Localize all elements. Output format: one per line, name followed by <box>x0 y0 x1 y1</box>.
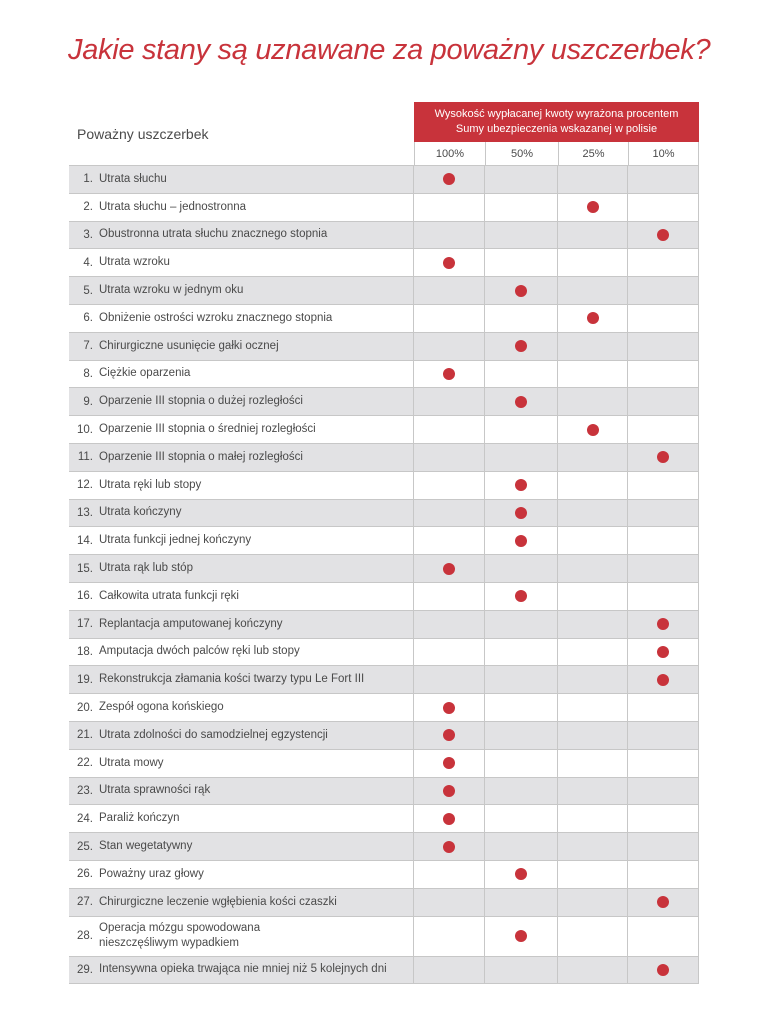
condition-label: Rekonstrukcja złamania kości twarzy typu Le Fort III <box>99 673 365 686</box>
condition-cell <box>69 361 414 388</box>
percent-cell <box>485 861 558 888</box>
table-row <box>69 833 699 861</box>
row-number: 1. <box>83 173 93 186</box>
percent-cell <box>558 639 628 666</box>
percent-cell <box>485 833 558 860</box>
percent-cell <box>628 277 699 304</box>
condition-label: Ciężkie oparzenia <box>99 367 191 380</box>
percent-cell <box>414 833 485 860</box>
marker-dot-icon <box>515 868 527 880</box>
condition-label: Operacja mózgu spowodowana nieszczęśliwym wypadkiem <box>99 922 261 950</box>
table-row <box>69 666 699 694</box>
percent-columns <box>414 142 699 166</box>
condition-label: Chirurgiczne leczenie wgłębienia kości czaszki <box>99 895 337 908</box>
percent-cell <box>628 917 699 956</box>
percent-cell <box>485 694 558 721</box>
condition-cell <box>69 639 414 666</box>
percent-cell <box>414 361 485 388</box>
marker-dot-icon <box>657 618 669 630</box>
table-row <box>69 750 699 778</box>
percent-cell <box>628 778 699 805</box>
table-row <box>69 416 699 444</box>
row-header-label: Poważny uszczerbek <box>77 126 209 142</box>
marker-dot-icon <box>515 479 527 491</box>
percent-cell <box>558 305 628 332</box>
marker-dot-icon <box>443 729 455 741</box>
table-row <box>69 305 699 333</box>
row-number: 26. <box>77 868 93 881</box>
marker-dot-icon <box>443 563 455 575</box>
percent-cell <box>628 957 699 984</box>
row-number: 29. <box>77 963 93 976</box>
percent-cell <box>414 861 485 888</box>
percent-cell <box>558 694 628 721</box>
condition-label: Poważny uraz głowy <box>99 867 204 880</box>
percent-cell <box>558 500 628 527</box>
percent-cell <box>558 805 628 832</box>
percent-cell <box>485 194 558 221</box>
percent-cell <box>558 861 628 888</box>
percent-cell <box>558 249 628 276</box>
percent-cell <box>628 333 699 360</box>
percent-cell <box>485 249 558 276</box>
table-row <box>69 361 699 389</box>
condition-cell <box>69 166 414 193</box>
percent-cell <box>485 889 558 916</box>
row-number: 4. <box>83 256 93 269</box>
condition-cell <box>69 416 414 443</box>
percent-cell <box>485 957 558 984</box>
row-number: 19. <box>77 673 93 686</box>
percent-cell <box>485 305 558 332</box>
table-row <box>69 333 699 361</box>
row-number: 22. <box>77 757 93 770</box>
percent-cell <box>485 333 558 360</box>
percent-cell <box>414 194 485 221</box>
marker-dot-icon <box>587 312 599 324</box>
condition-label: Utrata mowy <box>99 756 164 769</box>
percent-cell <box>628 750 699 777</box>
percent-cell <box>414 555 485 582</box>
marker-dot-icon <box>443 368 455 380</box>
percent-cell <box>485 222 558 249</box>
percent-cell <box>558 444 628 471</box>
row-number: 27. <box>77 896 93 909</box>
percent-cell <box>414 472 485 499</box>
table-row <box>69 583 699 611</box>
condition-cell <box>69 666 414 693</box>
percent-cell <box>558 388 628 415</box>
table-row <box>69 611 699 639</box>
percent-cell <box>558 583 628 610</box>
row-number: 24. <box>77 812 93 825</box>
condition-label: Paraliż kończyn <box>99 812 180 825</box>
table-row <box>69 222 699 250</box>
percent-cell <box>628 694 699 721</box>
table-row <box>69 957 699 985</box>
percent-cell <box>485 750 558 777</box>
percent-cell <box>485 166 558 193</box>
condition-label: Replantacja amputowanej kończyny <box>99 617 283 630</box>
percent-cell <box>485 583 558 610</box>
condition-cell <box>69 583 414 610</box>
percent-cell <box>558 917 628 956</box>
condition-cell <box>69 249 414 276</box>
percent-cell <box>485 388 558 415</box>
row-number: 10. <box>77 423 93 436</box>
percent-cell <box>414 500 485 527</box>
condition-label: Oparzenie III stopnia o dużej rozległości <box>99 395 303 408</box>
condition-label: Utrata ręki lub stopy <box>99 478 202 491</box>
condition-label: Utrata kończyny <box>99 506 182 519</box>
marker-dot-icon <box>443 757 455 769</box>
condition-cell <box>69 722 414 749</box>
marker-dot-icon <box>443 173 455 185</box>
condition-cell <box>69 778 414 805</box>
condition-label: Chirurgiczne usunięcie gałki ocznej <box>99 339 279 352</box>
percent-cell <box>414 889 485 916</box>
table-row <box>69 472 699 500</box>
percent-cell <box>558 527 628 554</box>
condition-cell <box>69 222 414 249</box>
percent-cell <box>628 861 699 888</box>
condition-label: Obustronna utrata słuchu znacznego stopnia <box>99 228 328 241</box>
condition-cell <box>69 861 414 888</box>
percent-cell <box>485 444 558 471</box>
table-row <box>69 444 699 472</box>
marker-dot-icon <box>587 201 599 213</box>
row-number: 7. <box>83 340 93 353</box>
table-row <box>69 694 699 722</box>
percent-cell <box>485 917 558 956</box>
condition-cell <box>69 333 414 360</box>
injury-table <box>69 102 699 984</box>
percent-cell <box>485 722 558 749</box>
percent-cell <box>558 333 628 360</box>
marker-dot-icon <box>657 674 669 686</box>
percent-cell <box>485 416 558 443</box>
percent-cell <box>414 917 485 956</box>
condition-cell <box>69 305 414 332</box>
condition-label: Obniżenie ostrości wzroku znacznego stopnia <box>99 311 333 324</box>
percent-cell <box>558 416 628 443</box>
condition-label: Utrata sprawności rąk <box>99 784 211 797</box>
table-row <box>69 500 699 528</box>
percent-cell <box>628 722 699 749</box>
condition-label: Utrata słuchu <box>99 172 167 185</box>
condition-cell <box>69 500 414 527</box>
percent-cell <box>414 750 485 777</box>
percent-cell <box>628 611 699 638</box>
percent-cell <box>628 444 699 471</box>
condition-cell <box>69 805 414 832</box>
percent-cell <box>414 305 485 332</box>
row-number: 14. <box>77 534 93 547</box>
marker-dot-icon <box>515 507 527 519</box>
percent-cell <box>485 805 558 832</box>
condition-label: Utrata funkcji jednej kończyny <box>99 534 252 547</box>
percent-cell <box>628 555 699 582</box>
row-number: 23. <box>77 784 93 797</box>
percent-cell <box>558 472 628 499</box>
percent-cell <box>558 194 628 221</box>
percent-cell <box>628 500 699 527</box>
percent-cell <box>628 361 699 388</box>
percent-cell <box>414 805 485 832</box>
column-25: 25% <box>558 142 628 166</box>
table-body <box>69 166 699 984</box>
percent-cell <box>414 388 485 415</box>
condition-cell <box>69 555 414 582</box>
condition-label: Utrata wzroku <box>99 256 170 269</box>
marker-dot-icon <box>657 229 669 241</box>
table-row <box>69 805 699 833</box>
condition-cell <box>69 444 414 471</box>
banner-line-2: Sumy ubezpieczenia wskazanej w polisie <box>455 123 658 135</box>
percent-cell <box>414 778 485 805</box>
payout-banner <box>414 102 699 142</box>
percent-cell <box>485 639 558 666</box>
percent-cell <box>558 957 628 984</box>
table-row <box>69 194 699 222</box>
row-number: 28. <box>77 930 93 943</box>
percent-cell <box>485 778 558 805</box>
condition-cell <box>69 957 414 984</box>
percent-cell <box>414 666 485 693</box>
marker-dot-icon <box>443 702 455 714</box>
percent-cell <box>414 694 485 721</box>
percent-cell <box>628 388 699 415</box>
row-number: 9. <box>83 395 93 408</box>
row-number: 12. <box>77 479 93 492</box>
row-number: 13. <box>77 506 93 519</box>
marker-dot-icon <box>515 285 527 297</box>
column-50: 50% <box>485 142 558 166</box>
condition-cell <box>69 917 414 956</box>
percent-cell <box>628 194 699 221</box>
marker-dot-icon <box>657 451 669 463</box>
marker-dot-icon <box>515 535 527 547</box>
table-row <box>69 388 699 416</box>
page-title: Jakie stany są uznawane za poważny uszczerbek? <box>68 34 711 66</box>
table-row <box>69 889 699 917</box>
condition-cell <box>69 527 414 554</box>
percent-cell <box>414 639 485 666</box>
row-number: 16. <box>77 590 93 603</box>
percent-cell <box>414 527 485 554</box>
table-header <box>69 102 699 166</box>
percent-cell <box>414 277 485 304</box>
row-number: 20. <box>77 701 93 714</box>
condition-label: Zespół ogona końskiego <box>99 701 224 714</box>
marker-dot-icon <box>515 340 527 352</box>
percent-cell <box>485 527 558 554</box>
row-number: 15. <box>77 562 93 575</box>
table-row <box>69 555 699 583</box>
row-number: 11. <box>77 451 93 464</box>
percent-cell <box>414 333 485 360</box>
percent-cell <box>558 166 628 193</box>
percent-cell <box>558 778 628 805</box>
percent-cell <box>485 555 558 582</box>
condition-label: Stan wegetatywny <box>99 840 193 853</box>
condition-cell <box>69 889 414 916</box>
percent-cell <box>628 889 699 916</box>
percent-cell <box>628 222 699 249</box>
percent-cell <box>558 833 628 860</box>
percent-cell <box>628 583 699 610</box>
row-number: 2. <box>83 201 93 214</box>
percent-cell <box>485 500 558 527</box>
row-number: 8. <box>83 367 93 380</box>
marker-dot-icon <box>443 841 455 853</box>
marker-dot-icon <box>515 590 527 602</box>
banner-line-1: Wysokość wypłacanej kwoty wyrażona procentem <box>434 108 679 120</box>
percent-cell <box>558 555 628 582</box>
row-number: 5. <box>83 284 93 297</box>
column-10: 10% <box>628 142 699 166</box>
row-number: 25. <box>77 840 93 853</box>
condition-label: Oparzenie III stopnia o średniej rozległości <box>99 423 316 436</box>
condition-label: Utrata wzroku w jednym oku <box>99 284 244 297</box>
row-header-cell <box>69 102 414 166</box>
percent-cell <box>558 722 628 749</box>
condition-label: Utrata zdolności do samodzielnej egzystencji <box>99 728 328 741</box>
condition-label: Oparzenie III stopnia o małej rozległości <box>99 450 303 463</box>
percent-cell <box>414 583 485 610</box>
percent-cell <box>628 416 699 443</box>
percent-cell <box>628 527 699 554</box>
table-row <box>69 722 699 750</box>
row-number: 18. <box>77 645 93 658</box>
marker-dot-icon <box>587 424 599 436</box>
percent-cell <box>414 957 485 984</box>
row-number: 17. <box>77 618 93 631</box>
table-row <box>69 861 699 889</box>
condition-cell <box>69 472 414 499</box>
percent-cell <box>558 666 628 693</box>
marker-dot-icon <box>443 813 455 825</box>
percent-cell <box>414 416 485 443</box>
table-row <box>69 917 699 957</box>
percent-cell <box>558 361 628 388</box>
percent-cell <box>414 222 485 249</box>
percent-cell <box>485 472 558 499</box>
percent-cell <box>485 277 558 304</box>
marker-dot-icon <box>657 896 669 908</box>
condition-label: Utrata rąk lub stóp <box>99 562 193 575</box>
condition-label: Amputacja dwóch palców ręki lub stopy <box>99 645 300 658</box>
table-row <box>69 527 699 555</box>
marker-dot-icon <box>657 646 669 658</box>
percent-cell <box>485 611 558 638</box>
marker-dot-icon <box>657 964 669 976</box>
marker-dot-icon <box>443 785 455 797</box>
condition-label: Utrata słuchu – jednostronna <box>99 200 247 213</box>
percent-cell <box>414 249 485 276</box>
percent-cell <box>628 305 699 332</box>
percent-cell <box>628 472 699 499</box>
table-row <box>69 778 699 806</box>
percent-cell <box>628 833 699 860</box>
condition-label: Intensywna opieka trwająca nie mniej niż 5 kolejnych dni <box>99 963 387 976</box>
percent-cell <box>558 222 628 249</box>
table-row <box>69 277 699 305</box>
marker-dot-icon <box>515 396 527 408</box>
row-number: 6. <box>83 312 93 325</box>
percent-cell <box>558 750 628 777</box>
condition-cell <box>69 277 414 304</box>
percent-cell <box>628 666 699 693</box>
marker-dot-icon <box>515 930 527 942</box>
marker-dot-icon <box>443 257 455 269</box>
percent-cell <box>485 666 558 693</box>
percent-cell <box>414 611 485 638</box>
row-number: 3. <box>83 228 93 241</box>
condition-cell <box>69 833 414 860</box>
percent-cell <box>628 166 699 193</box>
percent-cell <box>558 277 628 304</box>
table-row <box>69 249 699 277</box>
row-number: 21. <box>77 729 93 742</box>
condition-cell <box>69 194 414 221</box>
column-100: 100% <box>414 142 485 166</box>
percent-cell <box>628 805 699 832</box>
percent-cell <box>485 361 558 388</box>
condition-label: Całkowita utrata funkcji ręki <box>99 589 239 602</box>
table-row <box>69 639 699 667</box>
condition-cell <box>69 694 414 721</box>
condition-cell <box>69 388 414 415</box>
condition-cell <box>69 750 414 777</box>
table-row <box>69 166 699 194</box>
percent-cell <box>414 166 485 193</box>
percent-cell <box>558 611 628 638</box>
percent-cell <box>628 639 699 666</box>
percent-cell <box>558 889 628 916</box>
percent-cell <box>414 722 485 749</box>
percent-cell <box>414 444 485 471</box>
percent-cell <box>628 249 699 276</box>
condition-cell <box>69 611 414 638</box>
